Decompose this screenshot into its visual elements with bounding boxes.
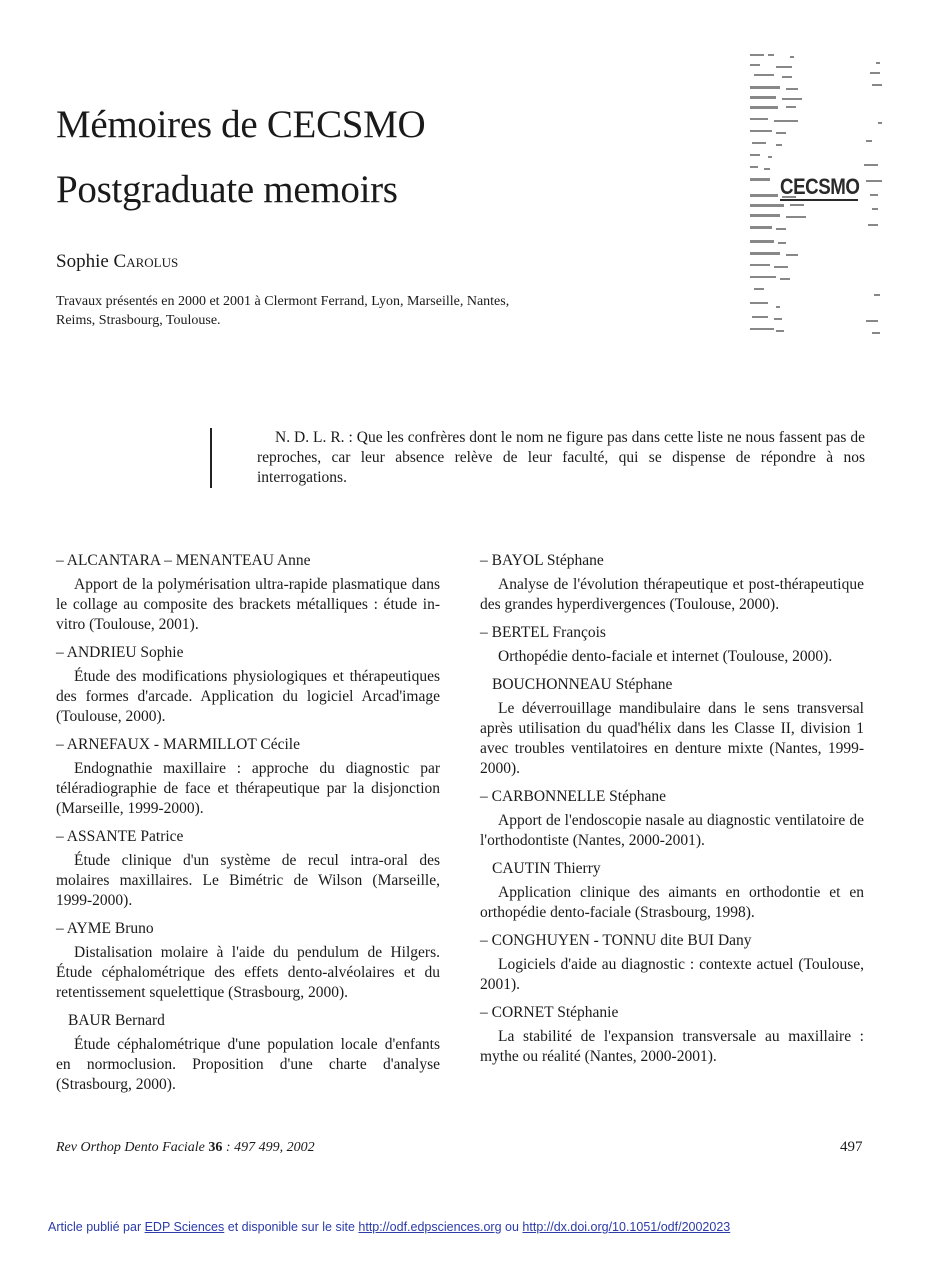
entry-description: Logiciels d'aide au diagnostic : contexte actuel (Toulouse, 2001).: [480, 956, 864, 993]
publisher-or: ou: [505, 1220, 519, 1234]
editor-note-text: N. D. L. R. : Que les confrères dont le nom ne figure pas dans cette liste ne nous fassent pas de reproches, car leur absence relève de leur faculté, qui se dispense de répondre à nos interrogations.: [257, 429, 865, 486]
list-item: [480, 787, 864, 851]
publisher-prefix: Article publié par: [48, 1220, 142, 1234]
cecsmo-logo-text: CECSMO: [780, 174, 860, 199]
publisher-link[interactable]: EDP Sciences: [144, 1220, 225, 1234]
entry-description: Apport de la polymérisation ultra-rapide plasmatique dans le collage au composite des brackets métalliques : étude in-vitro (Toulouse, 2001).: [56, 576, 440, 633]
list-item: [480, 623, 864, 667]
entry-description: Application clinique des aimants en orthodontie et en orthopédie dento-faciale (Strasbourg, 1998).: [480, 884, 864, 921]
title-english: Postgraduate memoirs: [56, 168, 398, 211]
entry-description: Apport de l'endoscopie nasale au diagnostic ventilatoire de l'orthodontiste (Nantes, 2000-2001).: [480, 812, 864, 849]
entry-name: BAUR Bernard: [68, 1012, 165, 1029]
entry-name: – ARNEFAUX - MARMILLOT Cécile: [56, 736, 300, 753]
entry-name: – CARBONNELLE Stéphane: [480, 788, 666, 805]
entry-description: Orthopédie dento-faciale et internet (Toulouse, 2000).: [498, 648, 833, 665]
journal-name: Rev Orthop Dento Faciale: [56, 1140, 205, 1155]
list-item: [480, 675, 864, 779]
entry-name: – ASSANTE Patrice: [56, 828, 184, 845]
entry-description: Endognathie maxillaire : approche du diagnostic par téléradiographie de face et thérapeutique par la disjonction (Marseille, 1999-2000).: [56, 760, 440, 817]
site-link[interactable]: http://odf.edpsciences.org: [358, 1220, 502, 1234]
list-item: [56, 643, 440, 727]
list-item: [480, 859, 864, 923]
entry-description: Étude céphalométrique d'une population locale d'enfants en normoclusion. Proposition d'une charte d'analyse (Strasbourg, 2000).: [56, 1036, 440, 1093]
entry-name: – ALCANTARA – MENANTEAU Anne: [56, 552, 311, 569]
entry-name: BOUCHONNEAU Stéphane: [492, 676, 673, 693]
works-presented: Travaux présentés en 2000 et 2001 à Clermont Ferrand, Lyon, Marseille, Nantes, Reims, Strasbourg, Toulouse.: [56, 294, 510, 328]
list-item: [480, 551, 864, 615]
entry-name: CAUTIN Thierry: [492, 860, 601, 877]
list-item: [480, 1003, 864, 1067]
entry-name: – CORNET Stéphanie: [480, 1004, 619, 1021]
logo-underline: [780, 199, 858, 201]
list-item: [56, 1011, 440, 1095]
entry-description: La stabilité de l'expansion transversale au maxillaire : mythe ou réalité (Nantes, 2000-2001).: [480, 1028, 864, 1065]
entry-name: – CONGHUYEN - TONNU dite BUI Dany: [480, 932, 752, 949]
entry-name: – BAYOL Stéphane: [480, 552, 604, 569]
entry-description: Étude des modifications physiologiques et thérapeutiques des formes d'arcade. Application du logiciel Arcad'image (Toulouse, 2000).: [56, 668, 440, 725]
entry-description: Distalisation molaire à l'aide du pendulum de Hilgers. Étude céphalométrique des effets dento-alvéolaires et du retentissement squelettique (Strasbourg, 2000).: [56, 944, 440, 1001]
list-item: [56, 551, 440, 635]
author: [56, 251, 178, 273]
entry-name: – ANDRIEU Sophie: [56, 644, 184, 661]
note-bar: [210, 428, 212, 488]
author-last-name: Carolus: [113, 251, 179, 272]
list-item: [480, 931, 864, 995]
author-first-name: Sophie: [56, 251, 109, 272]
journal-reference: [56, 1140, 315, 1156]
journal-pages: : 497 499, 2002: [225, 1140, 315, 1155]
publisher-line: [48, 1220, 730, 1234]
entries-left-column: [56, 551, 440, 1103]
doi-link[interactable]: http://dx.doi.org/10.1051/odf/2002023: [522, 1220, 731, 1234]
publisher-middle: et disponible sur le site: [227, 1220, 355, 1234]
entry-description: Étude clinique d'un système de recul intra-oral des molaires maxillaires. Le Bimétric de Wilson (Marseille, 1999-2000).: [56, 852, 440, 909]
list-item: [56, 735, 440, 819]
list-item: [56, 827, 440, 911]
entry-description: Le déverrouillage mandibulaire dans le sens transversal après utilisation du quad'hélix dans les Classe II, division 1 avec troubles ventilatoires en denture mixte (Nantes, 1999-2000).: [480, 700, 864, 777]
page-number: 497: [840, 1139, 863, 1155]
title-french: Mémoires de CECSMO: [56, 103, 426, 146]
entry-description: Analyse de l'évolution thérapeutique et post-thérapeutique des grandes hyperdivergences (Toulouse, 2000).: [480, 576, 864, 613]
journal-volume: 36: [208, 1140, 223, 1155]
entry-name: – AYME Bruno: [56, 920, 154, 937]
entry-name: – BERTEL François: [480, 624, 606, 641]
entries-right-column: [480, 551, 864, 1075]
list-item: [56, 919, 440, 1003]
